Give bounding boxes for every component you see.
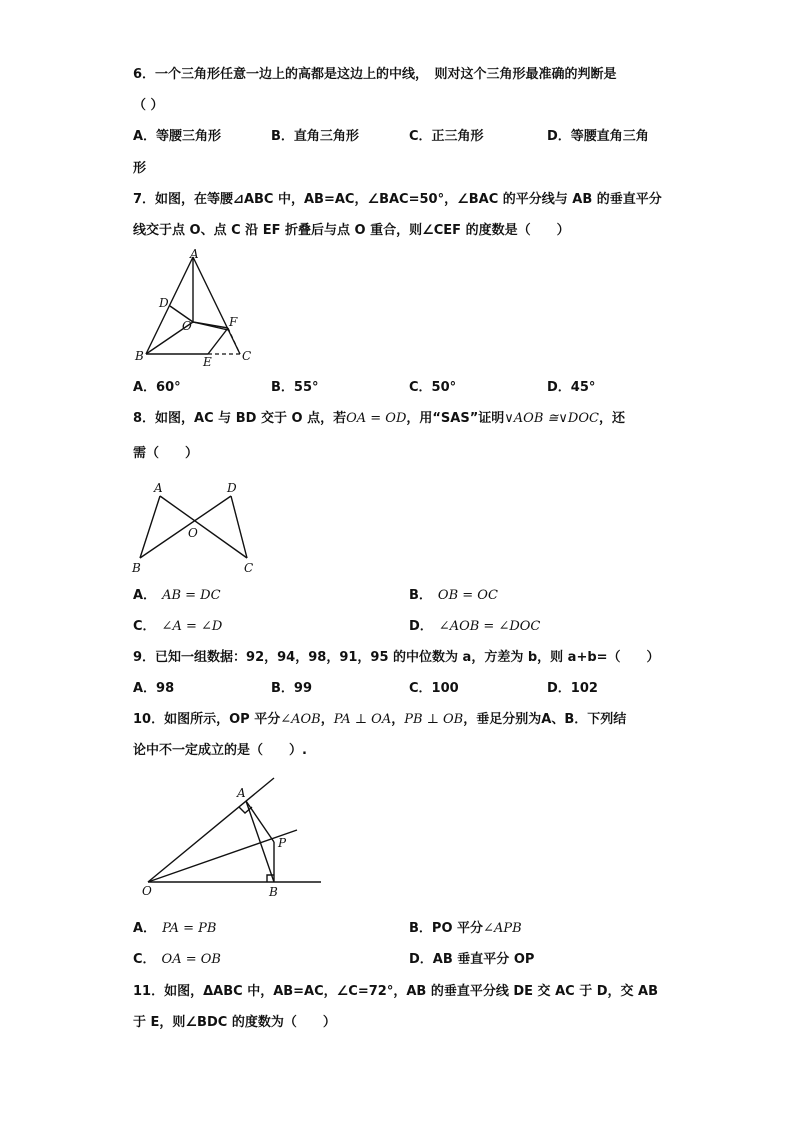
- q6-option-d: D．等腰直角三角: [547, 129, 649, 144]
- q6-stem-line2: （ ）: [133, 98, 164, 113]
- q8-label-a: A: [154, 481, 163, 495]
- q9-option-b: B．99: [271, 681, 312, 696]
- q7-label-f: F: [229, 315, 238, 329]
- q6-option-b: B．直角三角形: [271, 129, 359, 144]
- q7-label-e: E: [203, 355, 212, 369]
- q7-triangle-figure: [130, 248, 260, 372]
- q8-option-c: C． ∠A = ∠D: [133, 619, 223, 634]
- q7-label-a: A: [190, 248, 199, 261]
- q9-stem-line1: 9．已知一组数据：92，94，98，91，95 的中位数为 a，方差为 b，则 a+b=（ ）: [133, 650, 660, 665]
- q9-option-a: A．98: [133, 681, 175, 696]
- q6-option-d-wrap: 形: [133, 161, 147, 176]
- q7-label-c: C: [242, 349, 252, 363]
- q8-segment-ab: [140, 496, 160, 558]
- q10-segment-ab: [246, 801, 274, 882]
- q8-segment-db: [140, 496, 231, 558]
- q10-option-c: C． OA = OB: [133, 952, 221, 967]
- q10-stem-line1: 10．如图所示，OP 平分∠AOB，PA ⊥ OA，PB ⊥ OB，垂足分别为A、B．下列结: [133, 712, 627, 727]
- q8-option-b: B． OB = OC: [409, 588, 498, 603]
- q6-option-a: A．等腰三角形: [133, 129, 222, 144]
- q8-label-o: O: [188, 526, 198, 540]
- q10-ray-oa: [148, 778, 274, 882]
- q7-fold-ef: [208, 328, 228, 354]
- q8-option-d: D． ∠AOB = ∠DOC: [409, 619, 541, 634]
- q8-label-d: D: [227, 481, 237, 495]
- q8-option-a: A． AB = DC: [133, 588, 221, 603]
- q7-option-a: A．60°: [133, 380, 181, 395]
- q11-stem-line1: 11．如图，ΔABC 中，AB=AC，∠C=72°，AB 的垂直平分线 DE 交 AC 于 D，交 AB: [133, 984, 659, 999]
- q10-label-b: B: [269, 885, 278, 899]
- q7-option-c: C．50°: [409, 380, 457, 395]
- q10-label-p: P: [278, 836, 287, 850]
- q7-option-d: D．45°: [547, 380, 596, 395]
- q10-label-o: O: [142, 884, 152, 898]
- q6-option-c: C．正三角形: [409, 129, 484, 144]
- q10-option-a: A． PA = PB: [133, 921, 217, 936]
- q7-side-ac: [193, 257, 240, 354]
- q8-label-c: C: [244, 561, 254, 575]
- q11-stem-line2: 于 E，则∠BDC 的度数为（ ）: [133, 1015, 336, 1030]
- q7-label-d: D: [159, 296, 169, 310]
- q10-angle-bisector-figure: [138, 772, 328, 900]
- q10-option-d: D．AB 垂直平分 OP: [409, 952, 535, 967]
- q9-option-d: D．102: [547, 681, 598, 696]
- q7-segment-oe: [193, 322, 228, 330]
- q9-option-c: C．100: [409, 681, 459, 696]
- q10-label-a: A: [237, 786, 246, 800]
- q7-label-o: O: [182, 319, 192, 333]
- q8-label-b: B: [132, 561, 141, 575]
- q7-stem-line1: 7．如图，在等腰⊿ABC 中，AB=AC，∠BAC=50°，∠BAC 的平分线与 AB 的垂直平分: [133, 192, 662, 207]
- q7-label-b: B: [135, 349, 144, 363]
- q8-bowtie-figure: [128, 478, 262, 578]
- q8-stem-line2: 需（ ）: [133, 446, 199, 461]
- q10-stem-line2: 论中不一定成立的是（ ）.: [133, 743, 307, 758]
- q10-option-b: B．PO 平分∠APB: [409, 921, 522, 936]
- q6-stem-line1: 6．一个三角形任意一边上的高都是这边上的中线， 则对这个三角形最准确的判断是: [133, 67, 617, 82]
- q7-stem-line2: 线交于点 O、点 C 沿 EF 折叠后与点 O 重合，则∠CEF 的度数是（ ）: [133, 223, 570, 238]
- q10-segment-pa: [246, 801, 274, 842]
- q7-option-b: B．55°: [271, 380, 319, 395]
- q8-stem-line1: 8．如图，AC 与 BD 交于 O 点，若OA = OD，用“SAS”证明∨AOB ≅∨DOC，还: [133, 411, 625, 426]
- q7-side-ab: [146, 257, 193, 354]
